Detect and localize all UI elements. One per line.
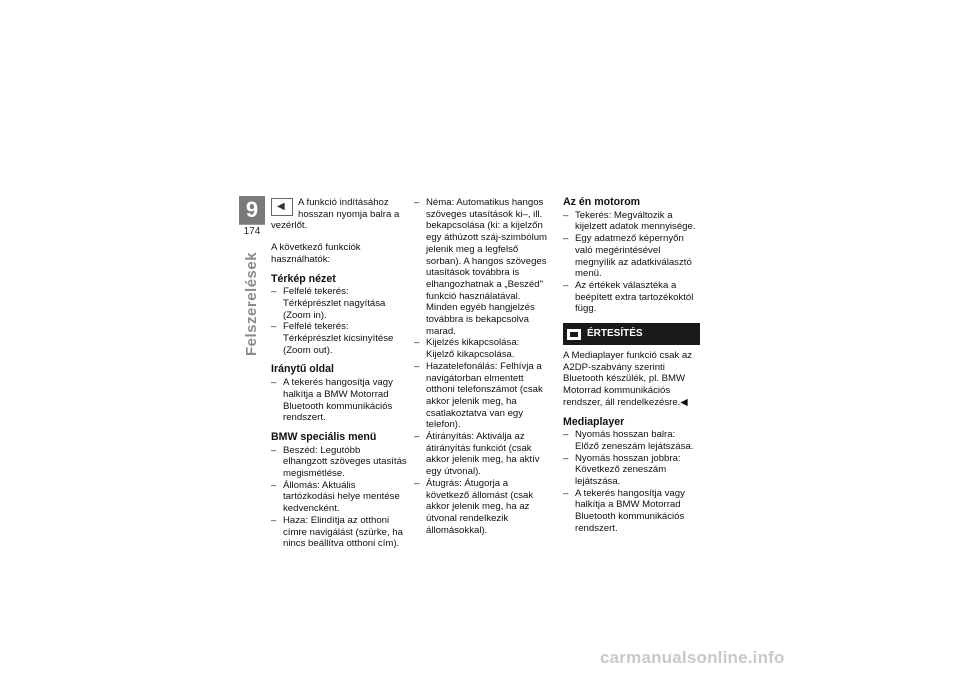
list-item: – Felfelé tekerés: Térképrészlet kicsinyítése (Zoom out). xyxy=(271,321,407,356)
list-item: – Nyomás hosszan balra: Előző zeneszám lejátszása. xyxy=(563,429,700,452)
notice-label: ÉRTESÍTÉS xyxy=(587,328,643,340)
function-list xyxy=(414,197,550,536)
map-view-list xyxy=(271,286,407,356)
notice-hand-icon xyxy=(567,329,581,340)
list-item: – Hazatelefonálás: Felhívja a navigátorban elmentett otthoni telefonszámot (csak akkor jelenik meg, ha csatlakoztatva van egy telefon). xyxy=(414,361,550,431)
column-1 xyxy=(271,197,407,550)
chapter-number: 9 xyxy=(245,197,259,222)
notice-text: A Mediaplayer funkció csak az A2DP-szabvány szerinti Bluetooth készülék, pl. BMW Motorrad kommunikációs rendszer, áll rendelkezésre.◀ xyxy=(563,350,693,408)
list-item: – Állomás: Aktuális tartózkodási helye mentése kedvencként. xyxy=(271,480,407,515)
list-item: – Felfelé tekerés: Térképrészlet nagyítása (Zoom in). xyxy=(271,286,407,321)
tab-divider xyxy=(239,224,265,225)
list-item: – Tekerés: Megváltozik a kijelzett adatok mennyisége. xyxy=(563,210,700,233)
list-item: – Haza: Elindítja az otthoni címre navigálást (szürke, ha nincs beállítva otthoni cím). xyxy=(271,515,407,550)
left-arrow-icon: ◀ xyxy=(271,198,293,216)
page-number: 174 xyxy=(243,226,261,237)
mediaplayer-heading: Mediaplayer xyxy=(563,415,625,428)
list-item: – Az értékek választéka a beépített extra tartozékoktól függ. xyxy=(563,280,700,315)
watermark: carmanualsonline.info xyxy=(600,648,785,667)
notice-bar xyxy=(563,323,700,345)
list-item: – Nyomás hosszan jobbra: Következő zeneszám lejátszása. xyxy=(563,453,700,488)
column-2 xyxy=(414,197,550,536)
special-menu-list xyxy=(271,445,407,550)
compass-heading: Iránytű oldal xyxy=(271,363,334,376)
compass-list xyxy=(271,377,407,424)
chapter-title: Felszerelések xyxy=(243,251,260,356)
list-item: – Beszéd: Legutóbb elhangzott szöveges utasítás megismétlése. xyxy=(271,445,407,480)
my-motor-list xyxy=(563,210,700,315)
intro-text: A funkció indításához hosszan nyomja balra a vezérlőt. xyxy=(271,197,400,232)
map-view-heading: Térkép nézet xyxy=(271,272,336,285)
special-menu-heading: BMW speciális menü xyxy=(271,430,377,443)
my-motor-heading: Az én motorom xyxy=(563,196,641,208)
list-item: – Egy adatmező képernyőn való megérintésével megnyílik az adatkiválasztó menü. xyxy=(563,233,700,280)
chapter-tab xyxy=(239,196,265,224)
mediaplayer-list xyxy=(563,429,700,534)
list-item: – Átirányítás: Aktiválja az átirányítás funkciót (csak akkor jelenik meg, ha aktív egy útvonal). xyxy=(414,431,550,478)
functions-intro: A következő funkciók használhatók: xyxy=(271,242,361,265)
column-3 xyxy=(563,197,700,535)
list-item: – Néma: Automatikus hangos szöveges utasítások ki–, ill. bekapcsolása (ki: a kijelzőn egy áthúzott száj-szimbólum jelenik meg a legfelső sorban). A hangos szöveges utasítások továbbra is elhangozhatnak a „Beszéd" funkció használatával. Minden egyéb hangjelzés továbbra is bekapcsolva marad. xyxy=(414,197,550,337)
list-item: – Átugrás: Átugorja a következő állomást (csak akkor jelenik meg, ha az útvonal rendelkezik állomásokkal). xyxy=(414,478,550,537)
list-item: – Kijelzés kikapcsolása: Kijelző kikapcsolása. xyxy=(414,337,550,360)
list-item: – A tekerés hangosítja vagy halkítja a BMW Motorrad Bluetooth kommunikációs rendszert. xyxy=(271,377,407,424)
list-item: – A tekerés hangosítja vagy halkítja a BMW Motorrad Bluetooth kommunikációs rendszert. xyxy=(563,488,700,535)
